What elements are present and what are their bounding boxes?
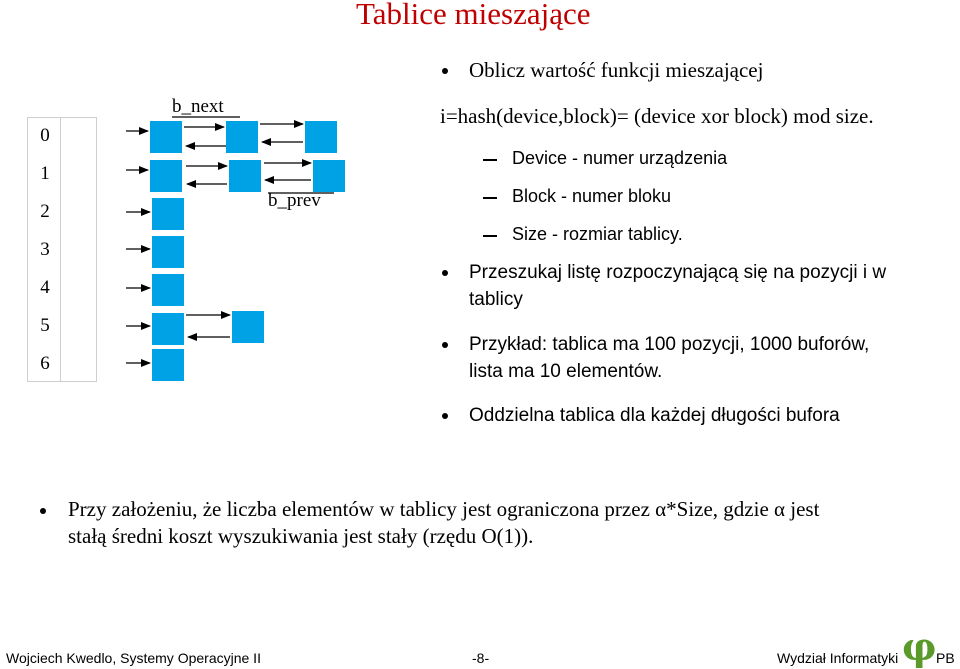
footer-author: Wojciech Kwedlo, Systemy Operacyjne II bbox=[6, 650, 261, 666]
bullet-dot bbox=[40, 508, 46, 514]
bullet-separate-table: Oddzielna tablica dla każdej długości bufora bbox=[469, 405, 840, 426]
label-b-prev: b_prev bbox=[268, 190, 321, 211]
sub-item-device: Device - numer urządzenia bbox=[512, 148, 728, 168]
bullet-example-line2: lista ma 10 elementów. bbox=[469, 361, 663, 382]
bullet-dot bbox=[442, 342, 448, 348]
footer-page-number: -8- bbox=[472, 650, 490, 666]
table-index-3: 3 bbox=[40, 239, 50, 260]
dash-mark bbox=[483, 197, 497, 199]
table-index-5: 5 bbox=[40, 315, 50, 336]
sub-item-block: Block - numer bloku bbox=[512, 186, 672, 206]
bullet-example-line1: Przykład: tablica ma 100 pozycji, 1000 buforów, bbox=[469, 334, 870, 355]
footer-faculty: Wydział Informatyki bbox=[777, 650, 899, 666]
table-index-2: 2 bbox=[40, 201, 50, 222]
bullet-dot bbox=[442, 68, 448, 74]
bullet-compute-hash: Oblicz wartość funkcji mieszającej bbox=[469, 58, 764, 82]
table-index-4: 4 bbox=[40, 277, 50, 298]
dash-mark bbox=[483, 235, 497, 237]
hash-formula: i=hash(device,block)= (device xor block) mod size. bbox=[440, 104, 874, 128]
table-index-6: 6 bbox=[40, 353, 50, 374]
table-index-1: 1 bbox=[40, 163, 50, 184]
footer-logo-text: PB bbox=[936, 650, 955, 666]
bottom-line-1: Przy założeniu, że liczba elementów w tablicy jest ograniczona przez α*Size, gdzie α jest bbox=[68, 497, 820, 521]
table-index-0: 0 bbox=[40, 125, 50, 146]
faculty-logo-icon bbox=[900, 626, 938, 668]
dash-mark bbox=[483, 159, 497, 161]
svg-text:φ: φ bbox=[902, 626, 937, 668]
sub-item-size: Size - rozmiar tablicy. bbox=[512, 224, 683, 244]
bullet-dot bbox=[442, 413, 448, 419]
bullet-search-line2: tablicy bbox=[469, 289, 523, 310]
bullet-dot bbox=[442, 270, 448, 276]
page-title: Tablice mieszające bbox=[356, 0, 591, 31]
bottom-line-2: stałą średni koszt wyszukiwania jest stały (rzędu O(1)). bbox=[68, 524, 534, 548]
bullet-search-line1: Przeszukaj listę rozpoczynającą się na pozycji i w bbox=[469, 262, 887, 283]
label-b-next: b_next bbox=[172, 96, 224, 117]
